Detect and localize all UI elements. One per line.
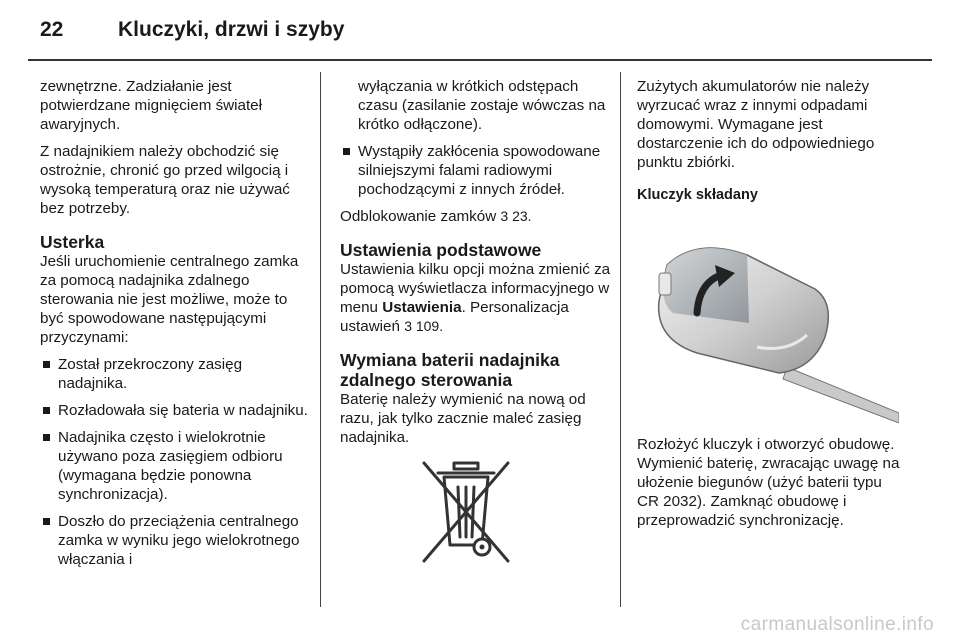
paragraph: Baterię należy wymienić na nową od razu, jak tylko zacznie maleć zasięg nadajnika.: [340, 391, 586, 446]
list-item-continuation: wyłączania w krótkich odstępach czasu (zasilanie zostaje wówczas na krótko odłączone).: [358, 78, 606, 133]
unlock-text: Odblokowanie zamków: [340, 208, 497, 225]
column-divider-1: [320, 72, 321, 607]
settings-text: Ustawienia kilku opcji można zmienić za pomocą wyświetlacza informacyjnego w menu: [340, 261, 611, 316]
page-reference-link[interactable]: 3 109.: [404, 318, 444, 334]
paragraph: Z nadajnikiem należy obchodzić się ostrożnie, chronić go przed wilgocią i wysoką temperaturą oraz nie używać bez potrzeby.: [40, 143, 290, 217]
section-heading-ustawienia: Ustawienia podstawowe: [340, 240, 542, 260]
page-title: Kluczyki, drzwi i szyby: [118, 18, 345, 41]
list-item: Nadajnika często i wielokrotnie używano poza zasięgiem odbioru (wymagana będzie ponowna synchronizacja).: [40, 428, 312, 504]
column-3: [637, 77, 905, 538]
section-heading-wymiana: Wymiana baterii nadajnika zdalnego sterowania: [340, 350, 560, 390]
list-item: Został przekroczony zasięg nadajnika.: [40, 355, 312, 393]
list-item: Rozładowała się bateria w nadajniku.: [40, 401, 312, 420]
folding-key-illustration: [637, 217, 899, 423]
settings-dot: .: [461, 299, 466, 316]
cause-list: [40, 355, 312, 569]
header-rule: [28, 59, 932, 61]
paragraph: Jeśli uruchomienie centralnego zamka za pomocą nadajnika zdalnego sterowania nie jest możliwe, może to być spowodowane następującymi przyczynami:: [40, 253, 299, 346]
page-reference-link[interactable]: 3 23.: [500, 208, 532, 224]
paragraph: zewnętrzne. Zadziałanie jest potwierdzane mignięciem świateł awaryjnych.: [40, 78, 263, 133]
column-1: [40, 77, 312, 577]
paragraph: [340, 207, 612, 226]
paragraph: [340, 260, 612, 336]
cause-list-continued: [340, 142, 612, 199]
personalization-text: Personalizacja ustawień: [340, 299, 569, 335]
section-heading-kluczyk: Kluczyk składany: [637, 187, 758, 203]
column-divider-2: [620, 72, 621, 607]
paragraph: Zużytych akumulatorów nie należy wyrzucać wraz z innymi odpadami domowymi. Wymagane jest dostarczenie ich do odpowiedniego punktu zbiórki.: [637, 78, 875, 171]
list-item: Wystąpiły zakłócenia spowodowane silniejszymi falami radiowymi pochodzącymi z innych źródeł.: [340, 142, 612, 199]
page-number: 22: [40, 18, 64, 41]
section-heading-usterka: Usterka: [40, 232, 105, 252]
paragraph: Rozłożyć kluczyk i otworzyć obudowę. Wymienić baterię, zwracając uwagę na ułożenie biegunów (użyć baterii typu CR 2032). Zamknąć obudowę i przeprowadzić synchronizację.: [637, 436, 900, 529]
settings-menu-name: Ustawienia: [382, 299, 462, 316]
list-item: Doszło do przeciążenia centralnego zamka w wyniku jego wielokrotnego włączania i: [40, 512, 312, 569]
column-2: [340, 77, 612, 567]
crossed-out-bin-icon: [416, 457, 516, 567]
watermark: carmanualsonline.info: [740, 614, 934, 635]
